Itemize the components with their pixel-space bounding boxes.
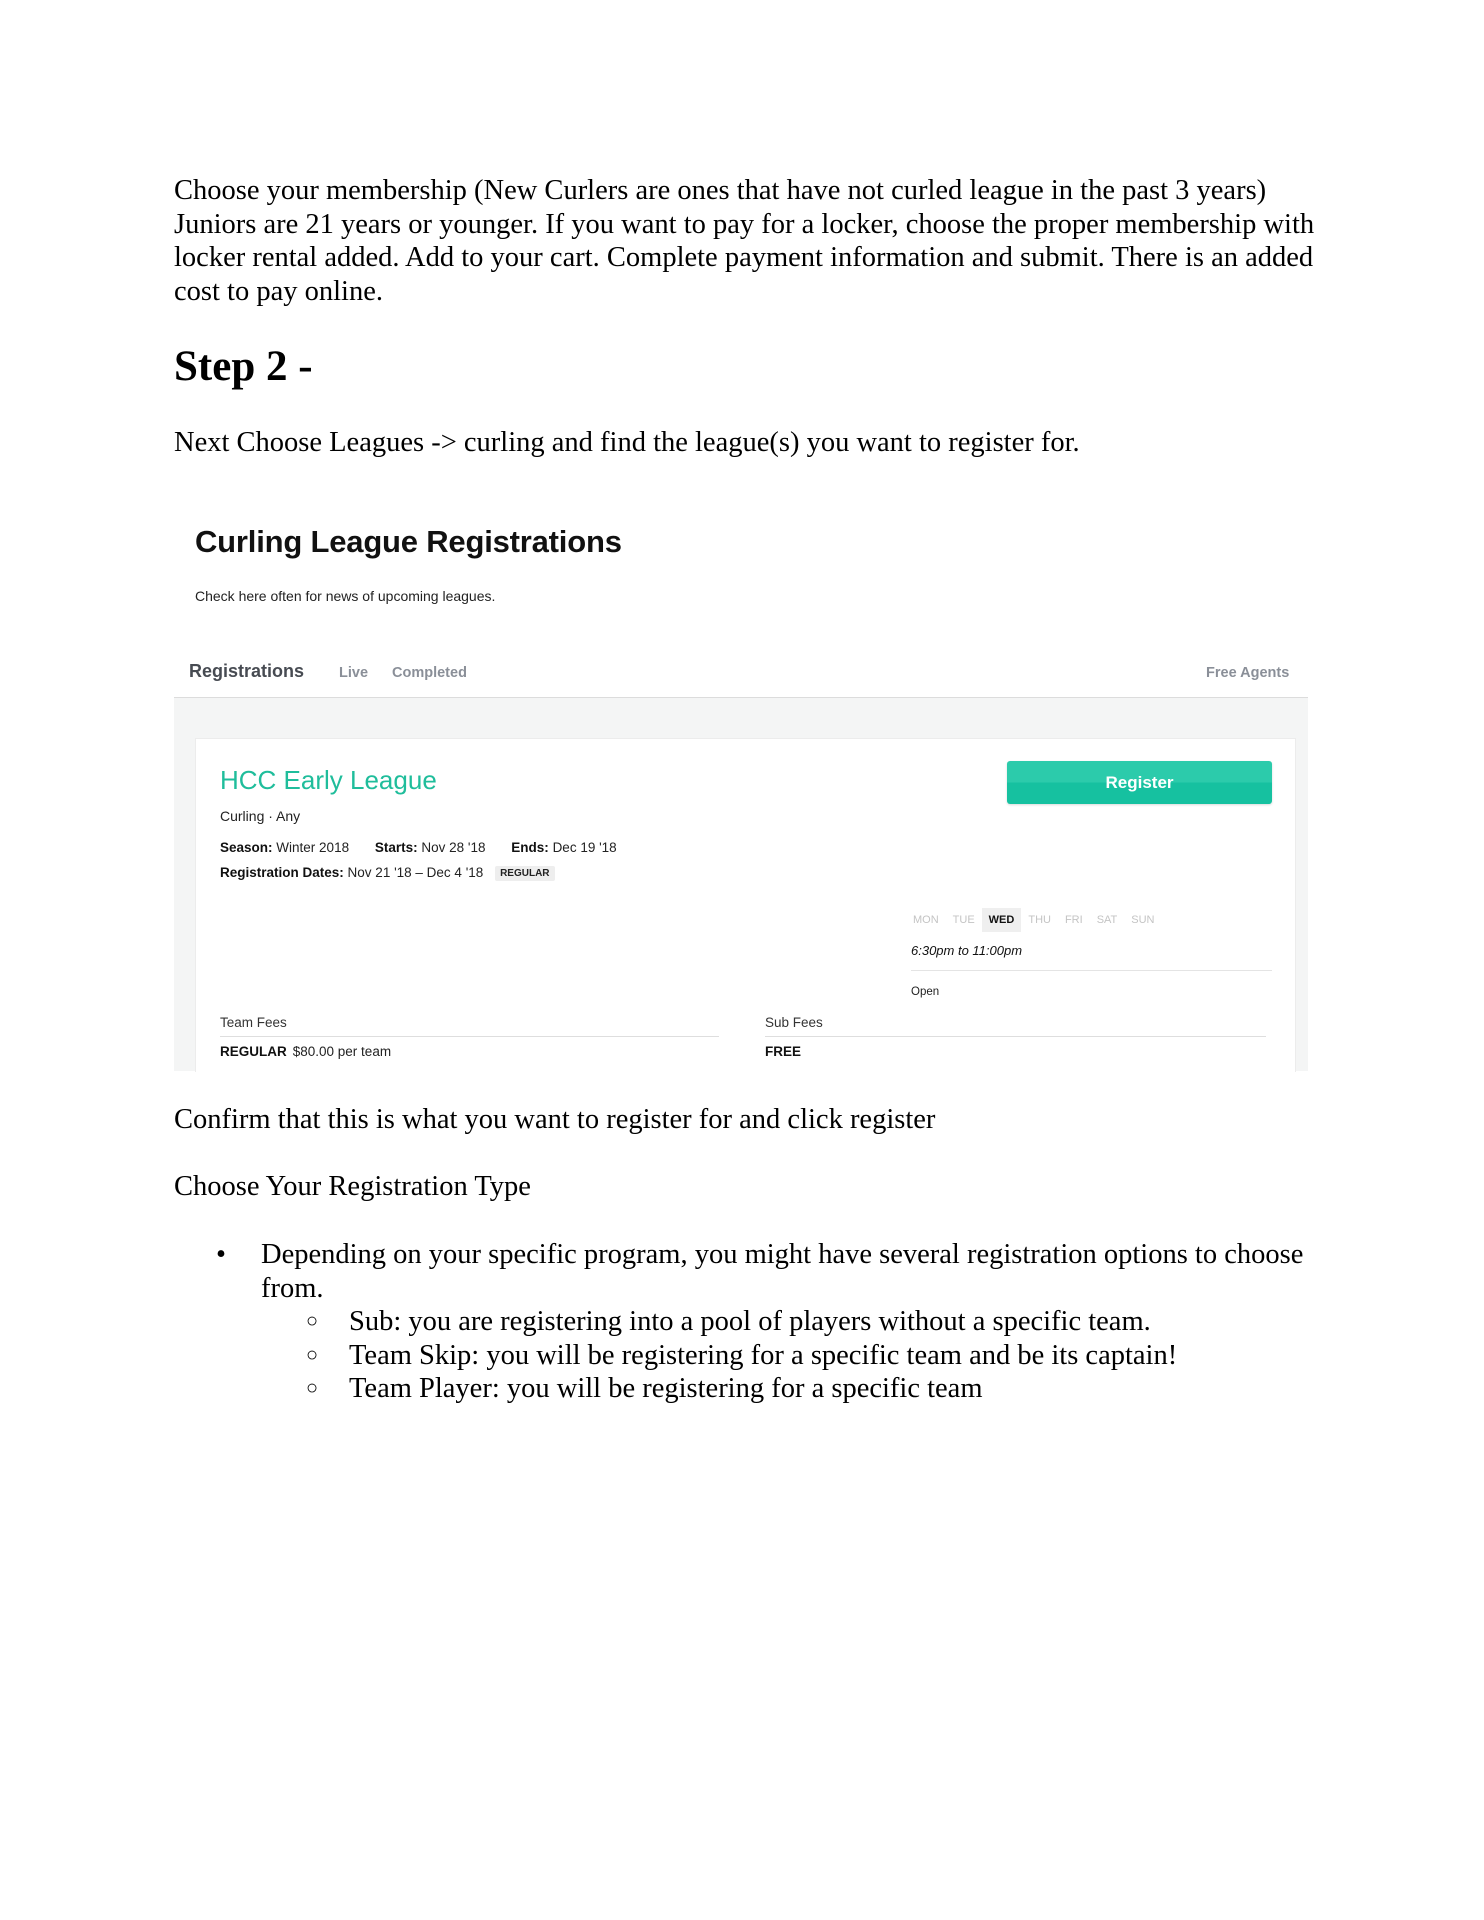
step-instruction: Next Choose Leagues -> curling and find the league(s) you want to register for. bbox=[174, 427, 1080, 458]
divider bbox=[765, 1036, 1266, 1037]
starts-label: Starts: bbox=[374, 840, 418, 855]
list-item bbox=[174, 1238, 1324, 1305]
team-fee-value: $80.00 per team bbox=[292, 1044, 392, 1059]
divider bbox=[220, 1036, 719, 1037]
sub-option-text: Sub: you are registering into a pool of players without a specific team. bbox=[349, 1306, 1151, 1337]
day-sun: SUN bbox=[1131, 914, 1155, 926]
tab-completed[interactable]: Completed bbox=[392, 665, 467, 681]
registration-dates-row bbox=[220, 865, 555, 881]
confirm-text: Confirm that this is what you want to register for and click register bbox=[174, 1104, 936, 1135]
starts-value: Nov 28 '18 bbox=[421, 840, 486, 855]
team-fee bbox=[220, 1044, 391, 1059]
league-name[interactable]: HCC Early League bbox=[220, 765, 437, 795]
list-item bbox=[174, 1339, 1324, 1373]
team-skip-option-text: Team Skip: you will be registering for a specific team and be its captain! bbox=[349, 1339, 1178, 1371]
tab-registrations[interactable]: Registrations bbox=[189, 661, 305, 681]
team-player-option-text: Team Player: you will be registering for a specific team bbox=[349, 1373, 983, 1404]
team-fees-label: Team Fees bbox=[220, 1015, 287, 1030]
league-type: Curling · Any bbox=[220, 808, 301, 824]
step-heading: Step 2 - bbox=[174, 343, 313, 390]
tab-free-agents[interactable]: Free Agents bbox=[1206, 665, 1290, 681]
circle-bullet-icon: ○ bbox=[306, 1310, 319, 1332]
circle-bullet-icon: ○ bbox=[306, 1377, 319, 1399]
bullet-icon: • bbox=[216, 1239, 226, 1270]
league-time: 6:30pm to 11:00pm bbox=[911, 943, 1023, 958]
day-mon: MON bbox=[913, 914, 939, 926]
day-fri: FRI bbox=[1064, 914, 1083, 926]
embedded-screenshot bbox=[174, 505, 1308, 1071]
regular-badge: REGULAR bbox=[495, 866, 554, 881]
league-status: Open bbox=[911, 986, 940, 998]
day-tue: TUE bbox=[952, 914, 975, 926]
registration-type-heading: Choose Your Registration Type bbox=[174, 1171, 531, 1202]
sub-fee bbox=[765, 1044, 807, 1059]
circle-bullet-icon: ○ bbox=[306, 1343, 319, 1366]
tab-live[interactable]: Live bbox=[339, 665, 369, 681]
day-wed: WED bbox=[982, 908, 1022, 932]
page-title: Curling League Registrations bbox=[195, 524, 622, 559]
register-button[interactable]: Register bbox=[1007, 761, 1272, 804]
bullet-text: Depending on your specific program, you might have several registration options to choose from. bbox=[261, 1239, 1304, 1304]
divider bbox=[911, 970, 1272, 971]
page-subtitle: Check here often for news of upcoming leagues. bbox=[195, 588, 496, 604]
list-item bbox=[174, 1305, 1324, 1339]
registrations-panel bbox=[174, 698, 1308, 1071]
league-dates-row bbox=[220, 840, 617, 855]
season-value: Winter 2018 bbox=[276, 840, 350, 855]
day-sat: SAT bbox=[1096, 914, 1118, 926]
sub-fees-label: Sub Fees bbox=[765, 1015, 823, 1030]
weekday-selector bbox=[906, 908, 1162, 932]
day-thu: THU bbox=[1028, 914, 1051, 926]
reg-dates-label: Registration Dates: bbox=[220, 865, 344, 880]
league-card bbox=[195, 738, 1296, 1072]
registration-options-list bbox=[174, 1238, 1324, 1406]
intro-paragraph: Choose your membership (New Curlers are ones that have not curled league in the past 3 years) Juniors are 21 years or younger. If you want to pay for a locker, choose the proper membership with locker rental added. Add to your cart. Complete payment information and submit. There is an added cost to pay online. bbox=[174, 175, 1315, 307]
team-fee-type: REGULAR bbox=[220, 1044, 287, 1059]
ends-label: Ends: bbox=[511, 840, 549, 855]
list-item bbox=[174, 1372, 1324, 1406]
tab-bar bbox=[174, 653, 1308, 698]
reg-dates-value: Nov 21 '18 – Dec 4 '18 bbox=[347, 865, 484, 880]
sub-fee-value: FREE bbox=[765, 1044, 802, 1059]
ends-value: Dec 19 '18 bbox=[552, 840, 617, 855]
season-label: Season: bbox=[220, 840, 273, 855]
